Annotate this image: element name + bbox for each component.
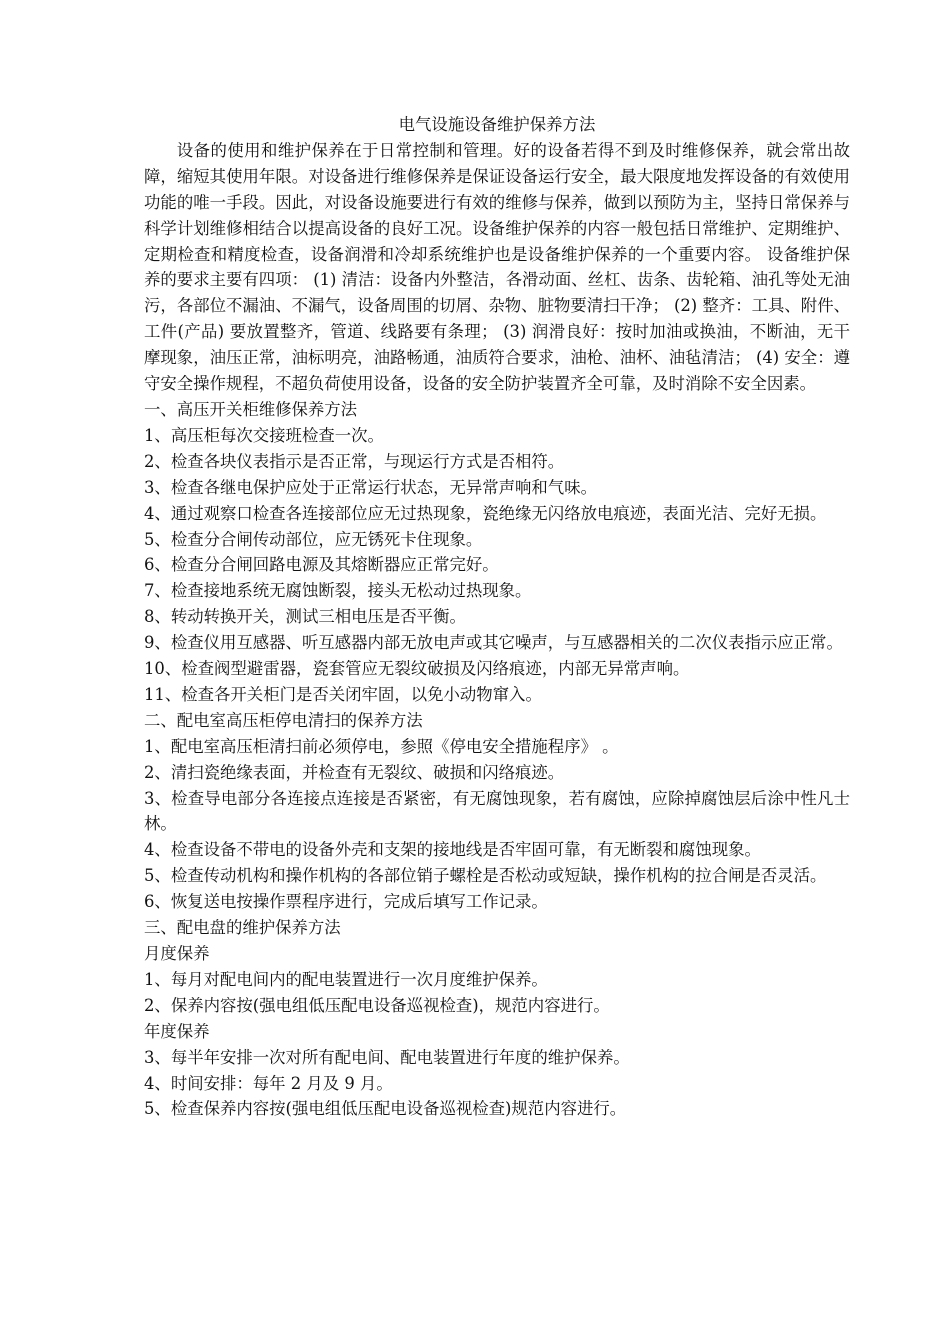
list-item: 2、保养内容按(强电组低压配电设备巡视检查)，规范内容进行。 xyxy=(144,995,610,1015)
list-item: 10、检查阀型避雷器，瓷套管应无裂纹破损及闪络痕迹，内部无异常声响。 xyxy=(144,659,690,679)
document-title: 电气设施设备维护保养方法 xyxy=(398,115,596,134)
list-item: 3、检查导电部分各连接点连接是否紧密，有无腐蚀现象，若有腐蚀，应除掉腐蚀层后涂中性凡士林。 xyxy=(144,788,850,834)
list-item: 3、每半年安排一次对所有配电间、配电装置进行年度的维护保养。 xyxy=(144,1047,630,1067)
list-item: 2、清扫瓷绝缘表面，并检查有无裂纹、破损和闪络痕迹。 xyxy=(144,762,565,782)
list-item: 5、检查分合闸传动部位，应无锈死卡住现象。 xyxy=(144,529,483,549)
section-heading: 三、配电盘的维护保养方法 xyxy=(144,918,341,938)
subsection-heading: 月度保养 xyxy=(144,944,210,963)
list-item: 6、恢复送电按操作票程序进行，完成后填写工作记录。 xyxy=(144,892,548,912)
list-item: 1、配电室高压柜清扫前必须停电，参照《停电安全措施程序》 。 xyxy=(144,736,619,756)
list-item: 8、转动转换开关，测试三相电压是否平衡。 xyxy=(144,607,466,627)
list-item: 7、检查接地系统无腐蚀断裂，接头无松动过热现象。 xyxy=(144,581,532,601)
list-item: 6、检查分合闸回路电源及其熔断器应正常完好。 xyxy=(144,555,499,575)
section-heading: 二、配电室高压柜停电清扫的保养方法 xyxy=(144,710,423,730)
list-item: 2、检查各块仪表指示是否正常，与现运行方式是否相符。 xyxy=(144,451,565,471)
list-item: 5、检查传动机构和操作机构的各部位销子螺栓是否松动或短缺，操作机构的拉合闸是否灵活。 xyxy=(144,866,827,886)
intro-paragraph: 设备的使用和维护保养在于日常控制和管理。好的设备若得不到及时维修保养，就会常出故障，缩短其使用年限。对设备进行维修保养是保证设备运行安全，最大限度地发挥设备的有效使用功能的唯一手段。因此，对设备设施要进行有效的维修与保养，做到以预防为主，坚持日常保养与科学计划维修相结合以提高设备的良好工况。设备维护保养的内容一般包括日常维护、定期维护、定期检查和精度检查，设备润滑和冷却系统维护也是设备维护保养的一个重要内容。 设备维护保养的要求主要有四项： (1) 清洁：设备内外整洁，各滑动面、丝杠、齿条、齿轮箱、油孔等处无油污，各部位不漏油、不漏气，设备周围的切屑、杂物、脏物要清扫干净； (2) 整齐：工具、附件、工件(产品) 要放置整齐，管道、线路要有条理； (3) 润滑良好：按时加油或换油，不断油，无干摩现象，油压正常，油标明亮，油路畅通，油质符合要求，油枪、油杯、油毡清洁； (4) 安全：遵守安全操作规程，不超负荷使用设备，设备的安全防护装置齐全可靠，及时消除不安全因素。 xyxy=(144,140,850,394)
list-item: 11、检查各开关柜门是否关闭牢固，以免小动物窜入。 xyxy=(144,684,542,704)
document-page xyxy=(144,112,850,1122)
list-item: 4、检查设备不带电的设备外壳和支架的接地线是否牢固可靠，有无断裂和腐蚀现象。 xyxy=(144,840,761,860)
section-heading: 一、高压开关柜维修保养方法 xyxy=(144,399,358,419)
list-item: 5、检查保养内容按(强电组低压配电设备巡视检查)规范内容进行。 xyxy=(144,1099,627,1119)
list-item: 1、高压柜每次交接班检查一次。 xyxy=(144,425,384,445)
list-item: 4、时间安排：每年 2 月及 9 月。 xyxy=(144,1073,393,1093)
subsection-heading: 年度保养 xyxy=(144,1021,210,1041)
list-item: 1、每月对配电间内的配电装置进行一次月度维护保养。 xyxy=(144,969,548,989)
list-item: 9、检查仪用互感器、听互感器内部无放电声或其它噪声，与互感器相关的二次仪表指示应正常。 xyxy=(144,633,843,653)
list-item: 3、检查各继电保护应处于正常运行状态，无异常声响和气味。 xyxy=(144,477,597,497)
list-item: 4、通过观察口检查各连接部位应无过热现象，瓷绝缘无闪络放电痕迹，表面光洁、完好无损。 xyxy=(144,503,827,523)
